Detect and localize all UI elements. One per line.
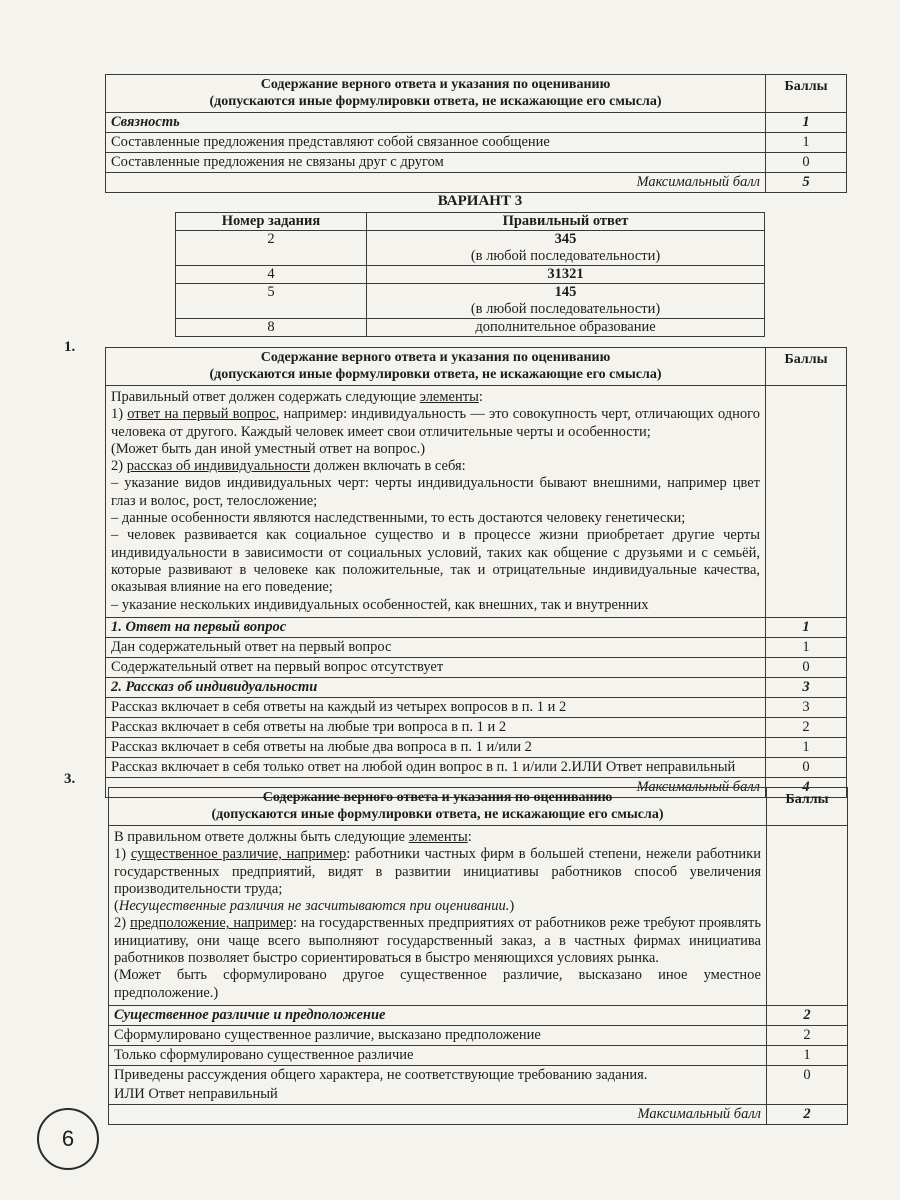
criteria-table-top xyxy=(105,74,847,193)
answers-table xyxy=(175,212,765,337)
max-score-label: Максимальный балл xyxy=(109,1104,767,1124)
criterion-label: Рассказ включает в себя только ответ на любой один вопрос в п. 1 и/или 2.ИЛИ Ответ неправильный xyxy=(106,757,766,777)
task-number-header: Номер задания xyxy=(176,213,367,231)
criterion-label: 1. Ответ на первый вопрос xyxy=(106,617,766,637)
correct-answer: 31321 xyxy=(367,266,765,284)
criterion-label: Рассказ включает в себя ответы на любые три вопроса в п. 1 и 2 xyxy=(106,717,766,737)
criterion-points: 1 xyxy=(766,637,847,657)
variant-title: ВАРИАНТ 3 xyxy=(437,193,523,209)
answer-content: В правильном ответе должны быть следующие элементы: 1) существенное различие, например: работники частных фирм в большей степени, нежели работники государственных предприятий, видят в развитии инициативы работников способ увеличения производительности труда; (Несущественные различия не засчитываются при оценивании.) 2) предположение, например: на государственных предприятиях от работников реже требуют проявлять инициативу, они чаще всего выполняют государственный заказ, а в частных фирмах инициатива работников позволяет быстро сориентироваться в быстро меняющихся условиях рынка. (Может быть сформулировано другое существенное различие, высказано иное уместное предположение.) xyxy=(109,826,767,1006)
criterion-points: 3 xyxy=(766,697,847,717)
max-score-value: 4 xyxy=(766,777,847,797)
criterion-label: Рассказ включает в себя ответы на любые два вопроса в п. 1 и/или 2 xyxy=(106,737,766,757)
criterion-label: Составленные предложения не связаны друг с другом xyxy=(106,153,766,173)
task-number: 2 xyxy=(176,231,367,266)
content-header: Содержание верного ответа и указания по оцениванию (допускаются иные формулировки ответа, не искажающие его смысла) xyxy=(109,788,767,826)
task-number: 5 xyxy=(176,284,367,319)
criterion-points: 2 xyxy=(766,717,847,737)
points-header: Баллы xyxy=(767,788,848,826)
criterion-points: 1 xyxy=(766,113,847,133)
answer-content: Правильный ответ должен содержать следующие элементы: 1) ответ на первый вопрос, например: индивидуальность — это совокупность черт, отличающих одного человека от другого. Каждый человек имеет свои отличительные черты и особенности; (Может быть дан иной уместный ответ на вопрос.) 2) рассказ об индивидуальности должен включать в себя: – указание видов индивидуальных черт: черты индивидуальности бывают внешними, например цвет глаз и волос, рост, телосложение; – данные особенности являются наследственными, то есть достаются человеку генетически; – человек развивается как социальное существо и в процессе жизни приобретает другие черты индивидуальности в зависимости от социальных условий, таких как общение с друзьями и с семьёй, которые развивают в человеке как положительные, так и отрицательные индивидуальные качества, оказывая влияние на его поведение; – указание нескольких индивидуальных особенностей, как внешних, так и внутренних xyxy=(106,386,766,618)
content-header: Содержание верного ответа и указания по оцениванию (допускаются иные формулировки ответа, не искажающие его смысла) xyxy=(106,75,766,113)
criterion-points: 3 xyxy=(766,677,847,697)
page-number: 6 xyxy=(37,1108,99,1170)
criterion-label: Связность xyxy=(106,113,766,133)
criterion-label: Сформулировано существенное различие, высказано предположение xyxy=(109,1025,767,1045)
points-header: Баллы xyxy=(766,75,847,113)
criterion-label: Приведены рассуждения общего характера, не соответствующие требованию задания. ИЛИ Ответ неправильный xyxy=(109,1065,767,1104)
correct-answer-header: Правильный ответ xyxy=(367,213,765,231)
criterion-label: Рассказ включает в себя ответы на каждый из четырех вопросов в п. 1 и 2 xyxy=(106,697,766,717)
content-header: Содержание верного ответа и указания по оцениванию (допускаются иные формулировки ответа, не искажающие его смысла) xyxy=(106,348,766,386)
max-score-value: 2 xyxy=(767,1104,848,1124)
criterion-points: 1 xyxy=(766,617,847,637)
criteria-table-task1 xyxy=(105,347,847,798)
criterion-label: Составленные предложения представляют собой связанное сообщение xyxy=(106,133,766,153)
criterion-label: 2. Рассказ об индивидуальности xyxy=(106,677,766,697)
task-number-label: 1. xyxy=(64,339,76,355)
criterion-points: 1 xyxy=(766,133,847,153)
criterion-points: 0 xyxy=(766,657,847,677)
criterion-points: 2 xyxy=(767,1025,848,1045)
criterion-label: Содержательный ответ на первый вопрос отсутствует xyxy=(106,657,766,677)
criterion-points: 0 xyxy=(766,757,847,777)
criterion-points: 2 xyxy=(767,1005,848,1025)
criterion-label: Дан содержательный ответ на первый вопрос xyxy=(106,637,766,657)
task-number-label: 3. xyxy=(64,771,76,787)
criteria-table-task3 xyxy=(108,787,848,1125)
correct-answer: 345 (в любой последовательности) xyxy=(367,231,765,266)
correct-answer: 145 (в любой последовательности) xyxy=(367,284,765,319)
points-header: Баллы xyxy=(766,348,847,386)
criterion-points: 0 xyxy=(767,1065,848,1104)
criterion-points: 0 xyxy=(766,153,847,173)
task-number: 8 xyxy=(176,319,367,337)
criterion-points: 1 xyxy=(767,1045,848,1065)
task-number: 4 xyxy=(176,266,367,284)
criterion-label: Существенное различие и предположение xyxy=(109,1005,767,1025)
max-score-value: 5 xyxy=(766,173,847,193)
max-score-label: Максимальный балл xyxy=(106,173,766,193)
criterion-points: 1 xyxy=(766,737,847,757)
correct-answer: дополнительное образование xyxy=(367,319,765,337)
max-score-label: Максимальный балл xyxy=(106,777,766,797)
criterion-label: Только сформулировано существенное различие xyxy=(109,1045,767,1065)
